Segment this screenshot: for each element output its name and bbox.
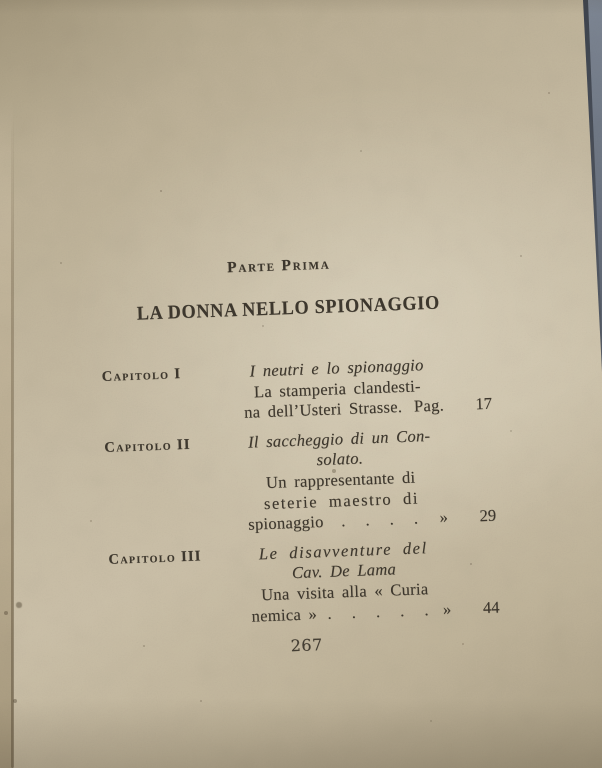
line-text: spionaggio [247, 512, 324, 534]
paper-specks [0, 0, 2, 2]
page-mark: Pag. [413, 395, 445, 416]
line-text: na dell’Usteri Strasse. [243, 397, 403, 422]
chapter-label [97, 545, 240, 632]
toc-line: Le disavventure del [258, 537, 429, 564]
part-title: LA DONNA NELLO SPIONAGGIO [136, 292, 441, 325]
part-heading: Parte Prima [226, 255, 331, 277]
page-number: 267 [290, 635, 324, 656]
toc-entry [97, 535, 500, 632]
chapter-numeral: III [180, 548, 202, 565]
toc-entry [93, 423, 497, 541]
toc-entry [90, 353, 492, 429]
toc-line: La stamperia clandesti- [253, 375, 422, 401]
toc-line: Il saccheggio di un Con- [247, 425, 431, 452]
chapter-page-column [445, 423, 497, 528]
toc-line: seterie maestro di [263, 487, 420, 513]
line-text: nemica » [251, 603, 318, 626]
chapter-word: Capitolo [101, 366, 170, 385]
page-content [87, 249, 501, 663]
chapter-word: Capitolo [108, 549, 177, 568]
toc-line: solato. [316, 448, 364, 470]
bottom-vignette [0, 698, 602, 768]
chapter-description [230, 354, 444, 424]
chapter-word: Capitolo [104, 437, 173, 456]
toc-line: Un rappresentante di [265, 467, 416, 492]
toc-line: Una visita alla « Curia [260, 579, 429, 605]
chapter-page-column [449, 535, 500, 619]
chapter-label [93, 433, 237, 541]
page-mark: » [442, 598, 452, 619]
page-mark: » [439, 507, 449, 527]
chapter-description [237, 537, 452, 627]
chapter-label [90, 362, 232, 429]
dot-leader: . . . . . [327, 599, 431, 623]
chapter-numeral: I [173, 366, 182, 383]
page-fold-crease [11, 112, 14, 768]
top-vignette [0, 0, 602, 14]
dot-leader: . . . . [340, 508, 421, 531]
chapter-page-number: 29 [479, 505, 497, 526]
chapter-page-number: 17 [475, 393, 493, 414]
toc-line: I neutri e lo spionaggio [249, 355, 424, 381]
chapter-page-number: 44 [482, 597, 500, 617]
toc-line: Cav. De Lama [291, 559, 397, 583]
chapter-description [233, 425, 449, 536]
chapter-page-column [442, 353, 492, 416]
chapter-numeral: II [176, 436, 191, 454]
table-of-contents [90, 353, 499, 633]
